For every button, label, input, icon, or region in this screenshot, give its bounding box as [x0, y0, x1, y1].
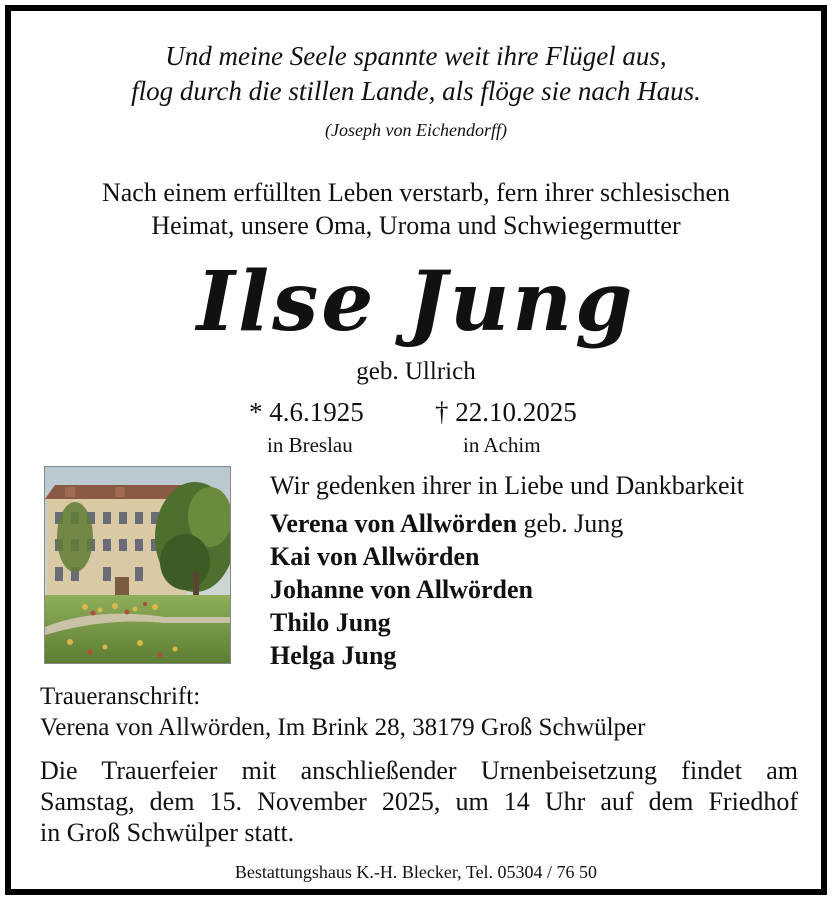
painting-house-garden-icon: [45, 467, 230, 663]
funeral-home-footer: Bestattungshaus K.-H. Blecker, Tel. 05304 / 76 50: [234, 862, 598, 882]
service-line-1: Die Trauerfeier mit anschließender Urnenbeisetzung findet am: [40, 756, 798, 785]
birth-date: * 4.6.1925: [249, 397, 364, 427]
intro-line-1: Nach einem erfüllten Leben verstarb, fern ihrer schlesischen: [101, 178, 731, 207]
maiden-name: geb. Ullrich: [356, 358, 476, 385]
death-date: † 22.10.2025: [435, 397, 577, 427]
poem-line-1: Und meine Seele spannte weit ihre Flügel aus,: [165, 41, 667, 71]
intro-line-2: Heimat, unsere Oma, Uroma und Schwiegermutter: [151, 211, 681, 240]
obituary-notice: [5, 5, 827, 895]
service-line-3: in Groß Schwülper statt.: [40, 818, 295, 847]
family-member: Verena von Allwörden geb. Jung: [270, 509, 624, 538]
service-info: [40, 755, 798, 848]
birth-place: in Breslau: [267, 433, 353, 457]
poem-line-2: flog durch die stillen Lande, als flöge sie nach Haus.: [131, 76, 701, 106]
family-member: Kai von Allwörden: [270, 542, 480, 571]
address-line: Verena von Allwörden, Im Brink 28, 38179 Groß Schwülper: [40, 714, 646, 741]
address-label: Traueranschrift:: [40, 683, 201, 710]
poem-author: (Joseph von Eichendorff): [325, 120, 507, 140]
family-member: Helga Jung: [270, 641, 397, 670]
family-list: [270, 507, 623, 672]
deceased-name: Ilse Jung: [196, 254, 636, 350]
remembrance-text: Wir gedenken ihrer in Liebe und Dankbarkeit: [270, 471, 744, 500]
family-member: Johanne von Allwörden: [270, 575, 533, 604]
service-line-2: Samstag, dem 15. November 2025, um 14 Uhr auf dem Friedhof: [40, 787, 798, 816]
painting-image: [44, 466, 231, 664]
death-place: in Achim: [463, 433, 541, 457]
family-member: Thilo Jung: [270, 608, 391, 637]
